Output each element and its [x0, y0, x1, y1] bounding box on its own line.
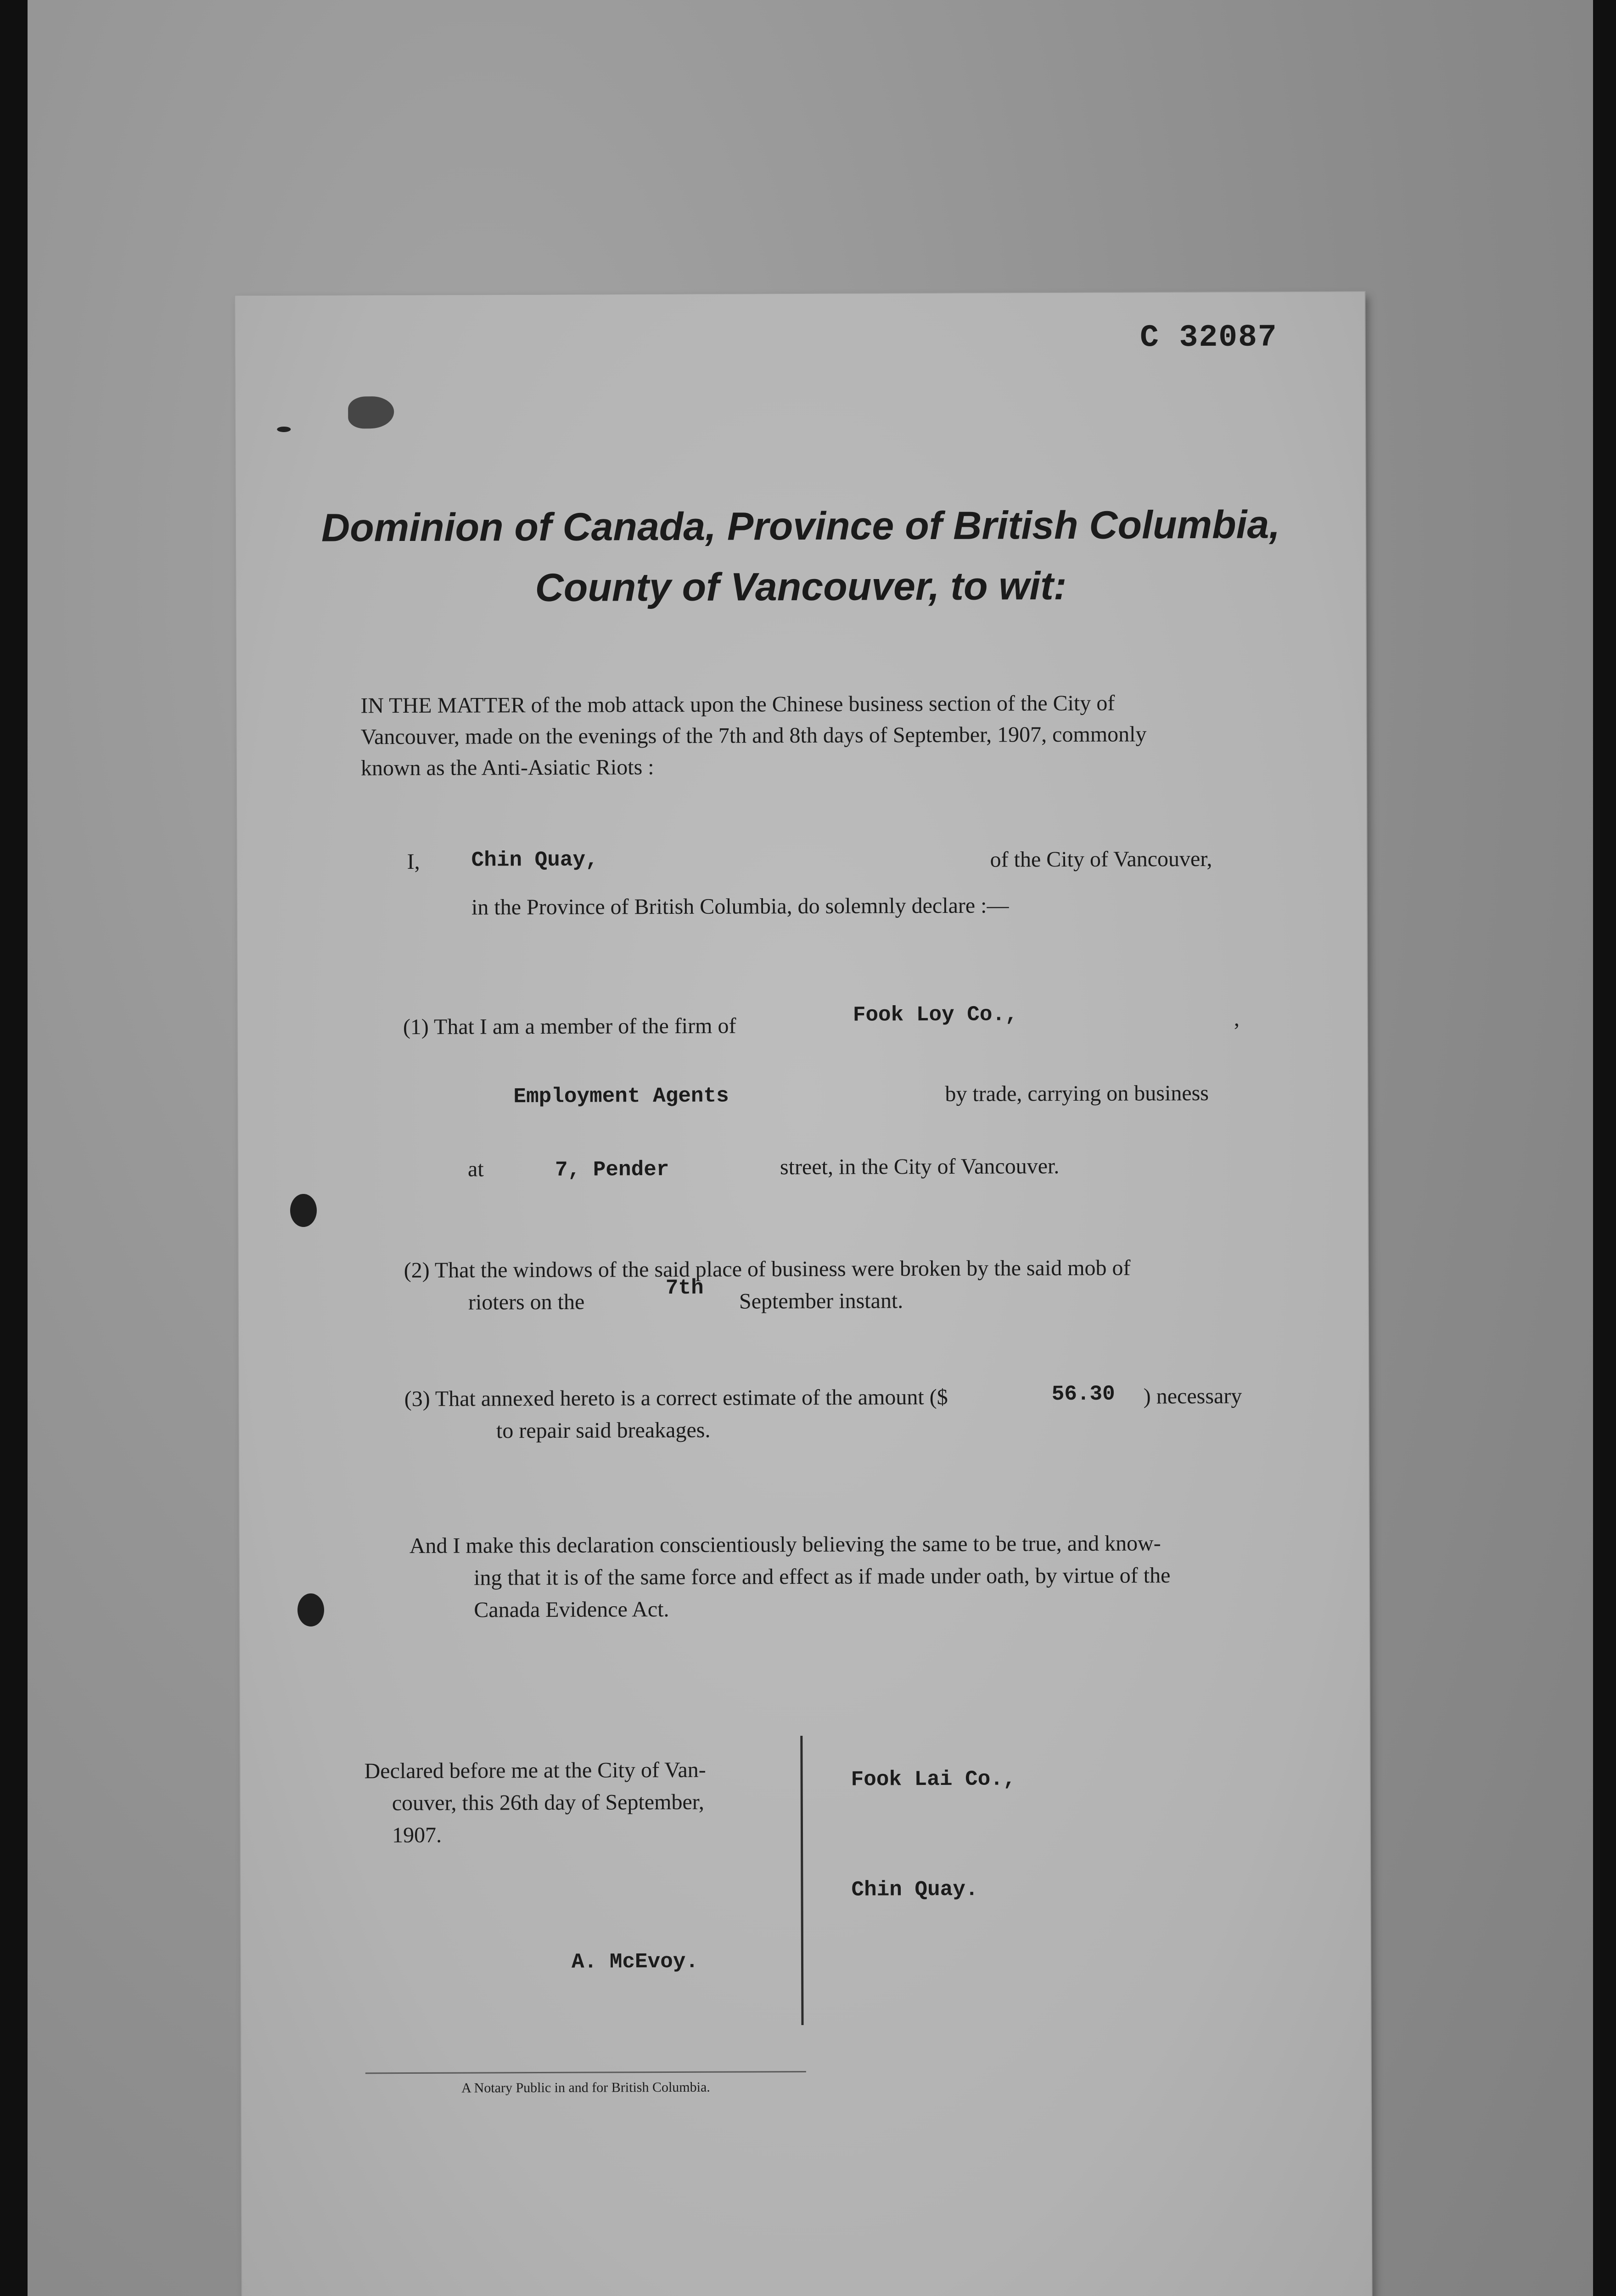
notary-rule: [365, 2071, 806, 2074]
declared-line-2: couver, this 26th day of September,: [392, 1790, 704, 1816]
declared-line-3: 1907.: [392, 1823, 442, 1848]
estimate-amount: 56.30: [1051, 1382, 1115, 1407]
signature-firm: Fook Lai Co.,: [851, 1767, 1016, 1792]
item1-text: (1) That I am a member of the firm of: [403, 1013, 736, 1040]
scan-edge-left: [0, 0, 28, 2296]
declaration-line-2: ing that it is of the same force and effect as if made under oath, by virtue of the: [473, 1563, 1171, 1590]
item2-line-2-prefix: rioters on the: [468, 1289, 585, 1315]
title-line-1: Dominion of Canada, Province of British Columbia,: [321, 502, 1280, 550]
scan-edge-right: [1593, 0, 1616, 2296]
riot-day: 7th: [665, 1276, 704, 1300]
intro-line-2: Vancouver, made on the evenings of the 7th and 8th days of September, 1907, commonly: [360, 722, 1147, 749]
declaration-line-1: And I make this declaration conscientiously believing the same to be true, and know-: [409, 1531, 1161, 1558]
business-address: 7, Pender: [555, 1158, 669, 1182]
trade: Employment Agents: [513, 1084, 729, 1109]
signature-declarant: Chin Quay.: [851, 1877, 978, 1902]
title-line-2: County of Vancouver, to wit:: [535, 563, 1067, 610]
declarant-city: of the City of Vancouver,: [990, 846, 1212, 872]
declarant-prefix: I,: [407, 849, 420, 874]
ink-blot: [348, 396, 394, 428]
trade-suffix: by trade, carrying on business: [945, 1080, 1209, 1106]
declared-line-1: Declared before me at the City of Van-: [364, 1757, 706, 1784]
document-title: [236, 494, 1366, 619]
declarant-name: Chin Quay,: [471, 848, 598, 872]
firm-comma: ,: [1234, 1006, 1240, 1031]
address-suffix: street, in the City of Vancouver.: [780, 1154, 1060, 1180]
ink-mark: [277, 427, 291, 432]
binding-hole-upper: [290, 1194, 317, 1227]
notary-caption: A Notary Public in and for British Columbia.: [461, 2079, 710, 2096]
declaration-line-3: Canada Evidence Act.: [474, 1597, 669, 1622]
notary-signature: A. McEvoy.: [571, 1949, 699, 1974]
declaration-document: [235, 292, 1371, 2296]
at-label: at: [467, 1157, 484, 1182]
intro-line-1: IN THE MATTER of the mob attack upon the Chinese business section of the City of: [360, 691, 1115, 718]
item2-line-2-suffix: September instant.: [739, 1289, 903, 1314]
declarant-province-line: in the Province of British Columbia, do solemnly declare :—: [471, 893, 1009, 920]
item3-suffix: ) necessary: [1143, 1384, 1242, 1409]
firm-name: Fook Loy Co.,: [853, 1002, 1018, 1027]
signature-brace: [790, 1736, 803, 2025]
binding-hole-lower: [297, 1593, 324, 1626]
intro-line-3: known as the Anti-Asiatic Riots :: [360, 755, 654, 781]
document-id-stamp: C 32087: [1139, 320, 1278, 356]
item3-line-2: to repair said breakages.: [496, 1418, 711, 1443]
item3-line-1: (3) That annexed hereto is a correct estimate of the amount ($: [404, 1384, 948, 1412]
item2-line-1: (2) That the windows of the said place of business were broken by the said mob of: [404, 1255, 1131, 1283]
